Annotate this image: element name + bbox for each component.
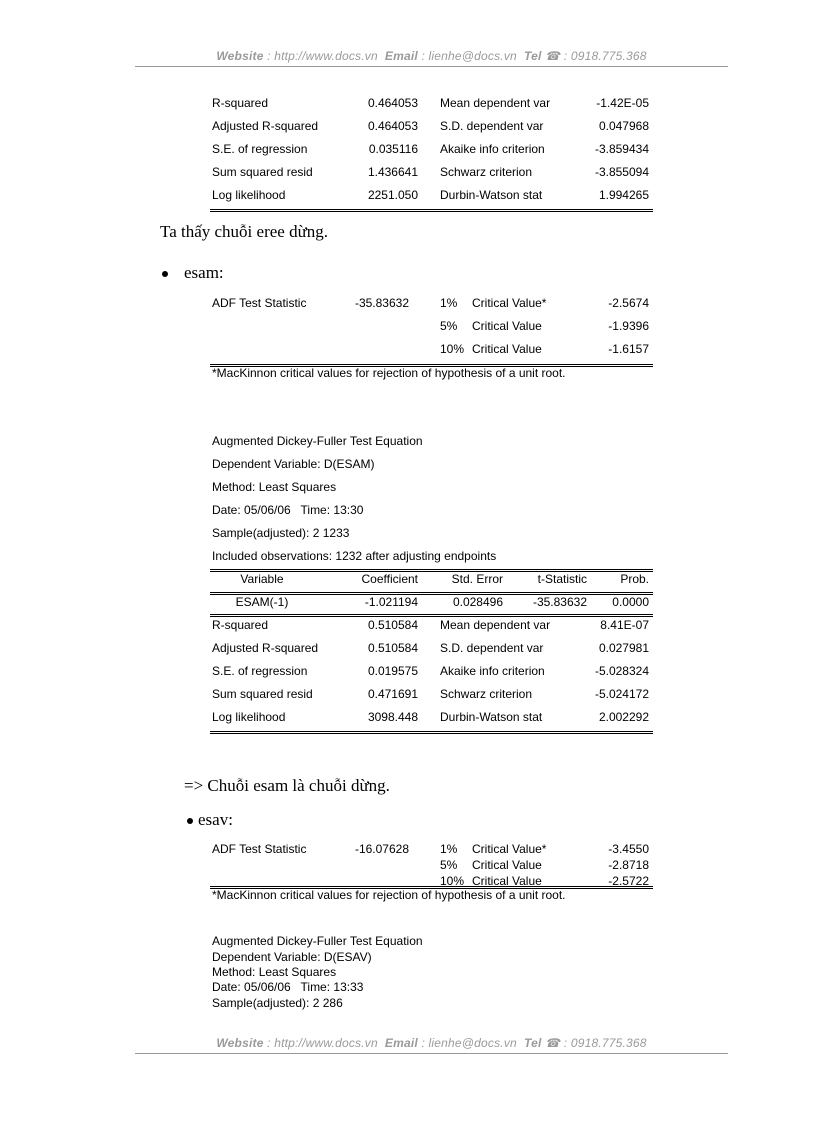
stat-label: Durbin-Watson stat (440, 710, 543, 724)
stat-label: S.E. of regression (212, 142, 308, 156)
stat-label: S.E. of regression (212, 664, 308, 678)
stat-label: Log likelihood (212, 188, 286, 202)
stat-label: S.D. dependent var (440, 641, 544, 655)
esam-date: Date: 05/06/06 Time: 13:30 (212, 503, 364, 517)
esam-note: *MacKinnon critical values for rejection of hypothesis of a unit root. (212, 366, 566, 380)
crit-label: Critical Value (472, 858, 542, 872)
stat-label: Sum squared resid (212, 165, 313, 179)
coef-cell: -35.83632 (532, 595, 587, 609)
crit-level: 10% (440, 874, 465, 888)
page-footer (135, 1036, 728, 1050)
stat-value: 0.510584 (367, 641, 418, 655)
coef-header-cell: Coefficient (361, 572, 418, 586)
header-divider (135, 66, 728, 67)
stat-value: 0.019575 (367, 664, 418, 678)
stat-label: Durbin-Watson stat (440, 188, 543, 202)
email-value[interactable]: : lienhe@docs.vn (421, 1036, 517, 1050)
stat-label: Akaike info criterion (440, 142, 545, 156)
website-label: Website (216, 49, 264, 63)
table-rule (210, 614, 653, 617)
crit-level: 5% (440, 858, 458, 872)
esam-eq-title: Augmented Dickey-Fuller Test Equation (212, 434, 423, 448)
crit-level: 5% (440, 319, 458, 333)
tel-label: Tel (524, 49, 542, 63)
stat-value: 0.464053 (367, 96, 418, 110)
stat-label: Schwarz criterion (440, 687, 533, 701)
crit-value: -1.9396 (608, 319, 649, 333)
esam-heading: esam: (184, 263, 224, 282)
crit-level: 1% (440, 842, 458, 856)
crit-label: Critical Value (472, 319, 542, 333)
stat-value: 2.002292 (598, 710, 649, 724)
coef-cell: 0.028496 (452, 595, 503, 609)
stat-value: 0.510584 (367, 618, 418, 632)
crit-value: -2.5722 (608, 874, 649, 888)
stat-value: 1.436641 (367, 165, 418, 179)
esav-heading: esav: (198, 810, 233, 829)
website-label: Website (216, 1036, 264, 1050)
coef-cell: -1.021194 (364, 595, 418, 609)
esav-method: Method: Least Squares (212, 965, 337, 979)
crit-label: Critical Value (472, 874, 542, 888)
crit-value: -3.4550 (608, 842, 649, 856)
website-url[interactable]: : http://www.docs.vn (267, 1036, 378, 1050)
crit-level: 1% (440, 296, 458, 310)
esam-adf-value: -35.83632 (354, 296, 409, 310)
coef-header-cell: Variable (240, 572, 284, 586)
stat-value: 0.027981 (598, 641, 649, 655)
crit-label: Critical Value* (472, 296, 547, 310)
stat-value: -3.859434 (594, 142, 649, 156)
stat-label: R-squared (212, 618, 269, 632)
table-rule (210, 731, 653, 734)
table-bottom-rule (210, 209, 653, 212)
coef-header-cell: Std. Error (451, 572, 503, 586)
esav-adf-label: ADF Test Statistic (212, 842, 307, 856)
stat-value: -3.855094 (594, 165, 649, 179)
email-label: Email (384, 49, 418, 63)
footer-divider (135, 1053, 728, 1054)
email-value[interactable]: : lienhe@docs.vn (421, 49, 517, 63)
stat-label: R-squared (212, 96, 269, 110)
esav-note: *MacKinnon critical values for rejection of hypothesis of a unit root. (212, 888, 566, 902)
conclusion-eree: Ta thấy chuỗi eree dừng. (160, 222, 329, 241)
stat-label: Mean dependent var (440, 618, 551, 632)
crit-label: Critical Value* (472, 842, 547, 856)
stat-value: 0.464053 (367, 119, 418, 133)
esam-method: Method: Least Squares (212, 480, 337, 494)
conclusion-esam: => Chuỗi esam là chuỗi dừng. (184, 776, 390, 795)
stat-value: 0.047968 (598, 119, 649, 133)
email-label: Email (384, 1036, 418, 1050)
bullet-icon (187, 818, 193, 824)
coef-header-cell: t-Statistic (537, 572, 587, 586)
esam-adf-label: ADF Test Statistic (212, 296, 307, 310)
stat-value: -1.42E-05 (596, 96, 649, 110)
stat-value: 0.471691 (367, 687, 418, 701)
esam-sample: Sample(adjusted): 2 1233 (212, 526, 350, 540)
esav-eq-title: Augmented Dickey-Fuller Test Equation (212, 934, 423, 948)
page-header (135, 49, 728, 63)
phone-icon: ☎ (545, 1036, 561, 1050)
crit-value: -1.6157 (608, 342, 649, 356)
bullet-icon (162, 271, 168, 277)
stat-value: 8.41E-07 (600, 618, 649, 632)
esam-dep-var: Dependent Variable: D(ESAM) (212, 457, 375, 471)
coef-cell: 0.0000 (612, 595, 649, 609)
crit-value: -2.5674 (608, 296, 649, 310)
stat-label: S.D. dependent var (440, 119, 544, 133)
stat-label: Sum squared resid (212, 687, 313, 701)
stat-value: 2251.050 (367, 188, 418, 202)
esav-adf-value: -16.07628 (354, 842, 409, 856)
coef-cell: ESAM(-1) (235, 595, 289, 609)
stat-label: Log likelihood (212, 710, 286, 724)
esav-sample: Sample(adjusted): 2 286 (212, 996, 343, 1010)
crit-value: -2.8718 (608, 858, 649, 872)
website-url[interactable]: : http://www.docs.vn (267, 49, 378, 63)
stat-label: Adjusted R-squared (212, 119, 319, 133)
stat-label: Adjusted R-squared (212, 641, 319, 655)
crit-label: Critical Value (472, 342, 542, 356)
tel-label: Tel (524, 1036, 542, 1050)
esam-obs: Included observations: 1232 after adjusting endpoints (212, 549, 497, 563)
esav-dep-var: Dependent Variable: D(ESAV) (212, 950, 372, 964)
stat-label: Schwarz criterion (440, 165, 533, 179)
stat-label: Mean dependent var (440, 96, 551, 110)
stat-value: 1.994265 (598, 188, 649, 202)
esav-date: Date: 05/06/06 Time: 13:33 (212, 980, 364, 994)
tel-value: : 0918.775.368 (563, 49, 647, 63)
phone-icon: ☎ (545, 49, 561, 63)
coef-header-cell: Prob. (620, 572, 649, 586)
stat-value: -5.024172 (594, 687, 649, 701)
stat-value: -5.028324 (594, 664, 649, 678)
stat-label: Akaike info criterion (440, 664, 545, 678)
tel-value: : 0918.775.368 (563, 1036, 647, 1050)
stat-value: 0.035116 (368, 142, 418, 156)
stat-value: 3098.448 (367, 710, 418, 724)
crit-level: 10% (440, 342, 465, 356)
